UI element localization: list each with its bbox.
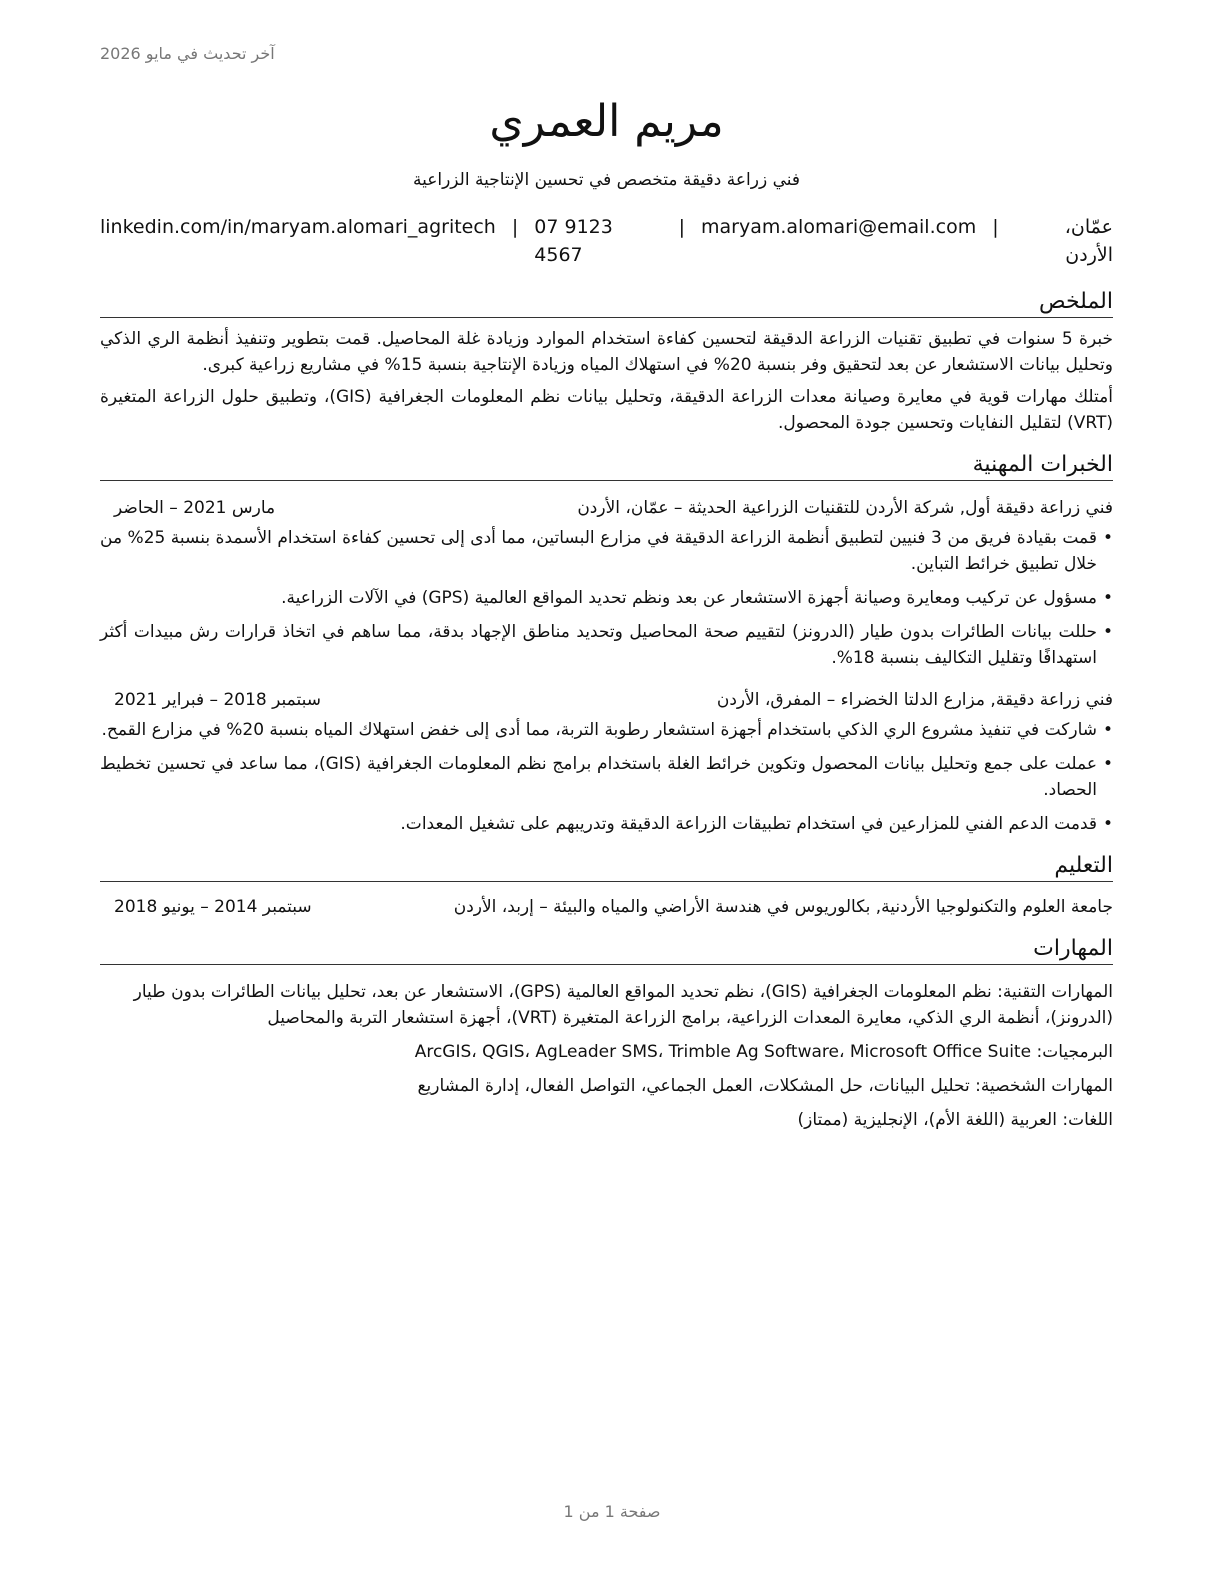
contact-phone: 07 9123 4567 — [534, 216, 613, 266]
skills-soft: المهارات الشخصية: تحليل البيانات، حل المشكلات، العمل الجماعي، التواصل الفعال، إدارة المشاريع — [417, 1076, 1113, 1096]
experience-heading: الخبرات المهنية — [100, 450, 1113, 481]
contact-linkedin[interactable]: linkedin.com/in/maryam.alomari_agritech — [100, 216, 496, 238]
job-bullet: • عملت على جمع وتحليل بيانات المحصول وتكوين خرائط الغلة باستخدام برامج نظم المعلومات الجغرافية (GIS)، مما ساعد في تحسين تخطيط الحصاد. — [100, 751, 1113, 803]
job-bullets — [100, 525, 1113, 671]
candidate-headline: فني زراعة دقيقة متخصص في تحسين الإنتاجية الزراعية — [412, 170, 801, 190]
job-entry — [100, 495, 1113, 671]
job-dates: مارس 2021 – الحاضر — [114, 498, 276, 518]
contact-email[interactable]: maryam.alomari@email.com — [701, 216, 977, 238]
skills-software: البرمجيات: ArcGIS، QGIS، AgLeader SMS، Trimble Ag Software، Microsoft Office Suite — [414, 1042, 1113, 1062]
education-entry — [100, 894, 1113, 920]
job-bullet: • مسؤول عن تركيب ومعايرة وصيانة أجهزة الاستشعار عن بعد ونظم تحديد المواقع العالمية (GPS) في الآلات الزراعية. — [100, 585, 1113, 611]
skills-technical: المهارات التقنية: نظم المعلومات الجغرافية (GIS)، نظم تحديد المواقع العالمية (GPS)، الاستشعار عن بعد، تحليل بيانات الطائرات بدون طيار (الدرونز)، أنظمة الري الذكي، معايرة المعدات الزراعية، برامج الزراعة المتغيرة (VRT)، أجهزة استشعار التربة والمحاصيل — [133, 982, 1113, 1028]
contact-separator: | — [992, 216, 999, 238]
education-degree: جامعة العلوم والتكنولوجيا الأردنية, بكالوريوس في هندسة الأراضي والمياه والبيئة – إربد، الأردن — [453, 897, 1113, 917]
resume-page — [100, 92, 1113, 1133]
job-entry — [100, 687, 1113, 837]
job-bullet: • حللت بيانات الطائرات بدون طيار (الدرونز) لتقييم صحة المحاصيل وتحديد مناطق الإجهاد بدقة، مما ساهم في اتخاذ قرارات رش مبيدات أكثر استهدافًا وتقليل التكاليف بنسبة 18%. — [100, 619, 1113, 671]
contact-separator: | — [511, 216, 519, 238]
job-title: فني زراعة دقيقة, مزارع الدلتا الخضراء – المفرق، الأردن — [716, 690, 1113, 710]
job-header — [100, 687, 1113, 713]
last-updated-note: آخر تحديث في مايو 2026 — [100, 44, 275, 63]
summary-heading: الملخص — [100, 287, 1113, 318]
education-dates: سبتمبر 2014 – يونيو 2018 — [114, 897, 312, 917]
candidate-name: مريم العمري — [489, 96, 724, 147]
contact-line — [100, 213, 1113, 269]
job-title: فني زراعة دقيقة أول, شركة الأردن للتقنيات الزراعية الحديثة – عمّان، الأردن — [577, 498, 1113, 518]
education-heading: التعليم — [100, 851, 1113, 882]
summary-paragraph: خبرة 5 سنوات في تطبيق تقنيات الزراعة الدقيقة لتحسين كفاءة استخدام الموارد وزيادة غلة المحاصيل. قمت بتطوير وتنفيذ أنظمة الري الذكي وتحليل بيانات الاستشعار عن بعد لتحقيق وفر بنسبة 20% في استهلاك المياه وزيادة الإنتاجية بنسبة 15% في مشاريع زراعية كبرى. — [100, 329, 1113, 375]
job-bullets — [100, 717, 1113, 837]
contact-separator: | — [678, 216, 685, 238]
skills-heading: المهارات — [100, 934, 1113, 965]
page-number: صفحة 1 من 1 — [563, 1502, 661, 1521]
contact-location: عمّان، الأردن — [1064, 216, 1113, 266]
job-dates: سبتمبر 2018 – فبراير 2021 — [114, 690, 321, 710]
job-bullet: • شاركت في تنفيذ مشروع الري الذكي باستخدام أجهزة استشعار رطوبة التربة، مما أدى إلى خفض استهلاك المياه بنسبة 20% في مزارع القمح. — [100, 717, 1113, 743]
summary-paragraph: أمتلك مهارات قوية في معايرة وصيانة معدات الزراعة الدقيقة، وتحليل بيانات نظم المعلومات الجغرافية (GIS)، وتطبيق حلول الزراعة المتغيرة (VRT) لتقليل النفايات وتحسين جودة المحصول. — [100, 387, 1113, 433]
job-bullet: • قدمت الدعم الفني للمزارعين في استخدام تطبيقات الزراعة الدقيقة وتدريبهم على تشغيل المعدات. — [100, 811, 1113, 837]
job-bullet: • قمت بقيادة فريق من 3 فنيين لتطبيق أنظمة الزراعة الدقيقة في مزارع البساتين، مما أدى إلى تحسين كفاءة استخدام الأسمدة بنسبة 25% من خلال تطبيق خرائط التباين. — [100, 525, 1113, 577]
skills-languages: اللغات: العربية (اللغة الأم)، الإنجليزية (ممتاز) — [797, 1110, 1113, 1130]
job-header — [100, 495, 1113, 521]
